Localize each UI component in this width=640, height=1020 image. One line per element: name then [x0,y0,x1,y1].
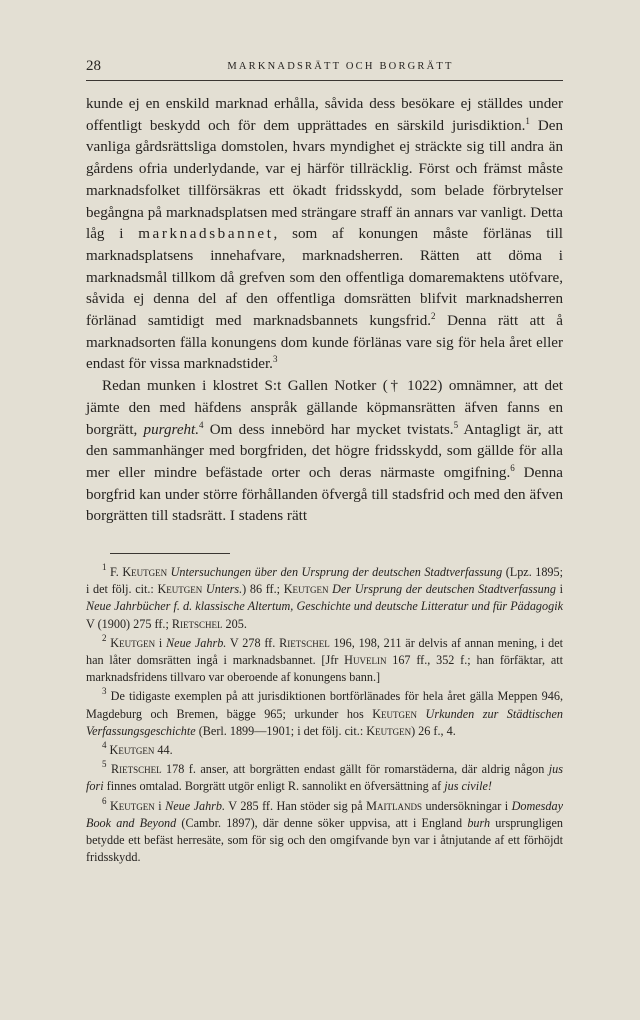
footnote-ref-6: 6 [510,462,515,473]
footnote-6: $^6$ Keutgen i Neue Jahrb. V 285 ff. Han stöder sig på Maitlands undersökningar i Domesday Book and Beyond (Cambr. 1897), där denne söker uppvisa, att i England burh ursprungligen betydde ett befäst herresäte, som för sig och den omgifvande byn var i åtnjutande af ett förhöjdt fridsskydd. [86,795,564,865]
paragraph-1: kunde ej en enskild marknad erhålla, såvida dess besökare ej ställdes under offentligt beskydd och för dem upprättades en särskild jurisdiktion.$^1$ Den vanliga gårdsrättsliga domstolen, hvars myndighet ej sträckte sig till andra än gårdens ofria underlydande, var ej härför tillräcklig. Först och främst måste marknadsfolket tillförsäkras ett ökadt fridsskydd, som belade förbrytelser begångna på marknadsplatsen med strängare straff än annars var vanligt. Detta låg i marknadsbannet, som af konungen måste förlänas till marknadsplatsens innehafvare, marknadsherren. Rätten att döma i marknadsmål tillkom då grefven som den offentliga domaremaktens utöfvare, såvida ej denna del af den offentliga domsrätten blifvit marknadsherren förlänad samtidigt med marknadsbannets kungsfrid.$^2$ Denna rätt att å marknadsorten fälla konungens dom kunde förlänas vare sig för hela året eller endast för vissa marknadstider.$^3$ [86,96,564,373]
italic-term: purgreht. [143,421,200,438]
footnote-3: $^3$ De tidigaste exemplen på att jurisdiktionen bortförlänades för hela året gälla Meppen 946, Magdeburg och Bremen, bägge 965; urkunder hos Keutgen Urkunden zur Städtischen Verfassungsgeschichte (Berl. 1899—1901; i det följ. cit.: Keutgen) 26 f., 4. [86,686,563,738]
footnote-ref-1: 1 [525,115,530,126]
running-title: MARKNADSRÄTT OCH BORGRÄTT [227,61,454,72]
footnote-ref-2: 2 [431,311,436,322]
footnote-2: $^2$ Keutgen i Neue Jahrb. V 278 ff. Rietschel 196, 198, 211 är delvis af annan mening, i det han låter domsrätten ingå i marknadsbannet. [Jfr Huvelin 167 ff., 352 f.; han förfäktar, att marknadsfridens tillvaro var oberoende af konungens bann.] [86,632,564,685]
footnote-ref-4: 4 [199,419,204,430]
footnote-1: $^1$ F. Keutgen Untersuchungen über den Ursprung der deutschen Stadtverfassung (Lpz. 1895; i det följ. cit.: Keutgen Unters.) 86 ff.; Keutgen Der Ursprung der deutschen Stadtverfassung i Neue Jahrbücher f. d. klassische Altertum, Geschichte und deutsche Litteratur und für Pädagogik V (1900) 275 ff.; Rietschel 205. [86,562,563,631]
page-header [86,58,563,81]
footnote-ref-5: 5 [453,419,459,430]
main-text [86,94,563,528]
footnote-4: $^4$ Keutgen 44. [102,740,173,758]
footnote-ref-3: 3 [272,354,278,365]
footnotes [86,564,563,868]
footnote-5: $^5$ Rietschel 178 f. anser, att borgrätten endast gällt för romarstäderna, där aldrig någon jus fori finnes omtalad. Borgrätt utgör enligt R. sannolikt en öfversättning af jus civile! [86,759,564,794]
paragraph-2: Redan munken i klostret S:t Gallen Notker († 1022) omnämner, att det jämte den med häfdens anspråk gällande köpmansrätten äfven fanns en borgrätt, purgreht.$^4$ Om dess innebörd har mycket tvistats.$^5$ Antagligt är, att den sammanhänger med borgfriden, det högre fridsskydd, som gällde för alla mer eller mindre befästade orter och deras närmaste omgifning.$^6$ Denna borgfrid kan under större förhållanden öfvergå till stadsfrid och med den äfven borgrätten till stadsrätt. I stadens rätt [86,378,564,525]
spaced-term: marknadsbannet [138,226,274,243]
page-number: 28 [86,58,101,74]
footnote-rule [110,553,230,554]
